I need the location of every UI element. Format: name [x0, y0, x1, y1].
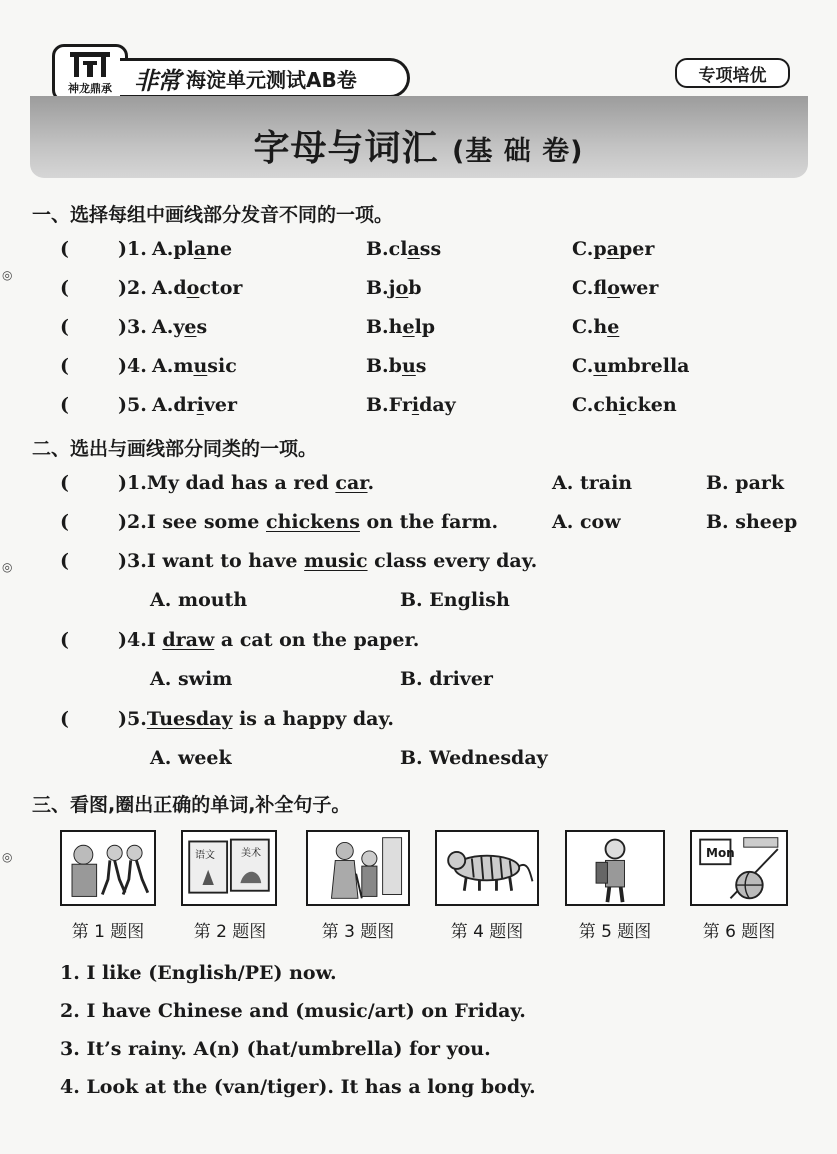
category-tag: 专项培优	[675, 58, 790, 88]
option-a: A.plane	[152, 238, 233, 260]
logo-text: 神龙鼎承	[68, 82, 112, 95]
option-b: B. sheep	[706, 511, 798, 533]
option-b: B.help	[366, 316, 436, 338]
question-number: )2.	[118, 277, 147, 299]
picture-3	[306, 830, 410, 906]
picture-caption: 第 4 题图	[450, 922, 524, 942]
option-a: A. cow	[552, 511, 621, 533]
page-title	[0, 120, 837, 171]
title-subtitle: (基 础 卷)	[452, 136, 584, 167]
answer-paren[interactable]: (	[60, 238, 69, 260]
option-a: A.music	[152, 355, 237, 377]
option-a: A.driver	[152, 394, 238, 416]
answer-paren[interactable]: (	[60, 550, 69, 572]
picture-2	[181, 830, 277, 906]
option-b: B. Wednesday	[400, 747, 548, 769]
fill-sentence: 3. It’s rainy. A(n) (hat/umbrella) for you.	[60, 1038, 491, 1060]
picture-6	[690, 830, 788, 906]
section-1-heading: 一、选择每组中画线部分发音不同的一项。	[32, 204, 394, 226]
margin-mark: ◎	[2, 850, 13, 864]
picture-caption: 第 3 题图	[321, 922, 395, 942]
option-a: A. mouth	[150, 589, 248, 611]
option-c: C.paper	[572, 238, 655, 260]
pe-class-illustration-icon	[62, 832, 154, 904]
book-label-art: 美术	[241, 848, 261, 859]
answer-paren[interactable]: (	[60, 511, 69, 533]
option-a: A.yes	[152, 316, 208, 338]
section-2-heading: 二、选出与画线部分同类的一项。	[32, 438, 318, 460]
picture-4	[435, 830, 539, 906]
option-a: A. swim	[150, 668, 233, 690]
option-c: C.chicken	[572, 394, 677, 416]
option-b: B.bus	[366, 355, 427, 377]
publisher-logo	[52, 44, 128, 102]
option-a: A.doctor	[152, 277, 243, 299]
picture-caption: 第 2 题图	[193, 922, 267, 942]
calendar-label: Mon	[706, 846, 735, 860]
answer-paren[interactable]: (	[60, 472, 69, 494]
series-title: 海淀单元测试AB卷	[186, 67, 357, 92]
question-stem: )2.I see some chickens on the farm.	[118, 511, 499, 533]
option-b: B. driver	[400, 668, 493, 690]
answer-paren[interactable]: (	[60, 629, 69, 651]
section-3-heading: 三、看图,圈出正确的单词,补全句子。	[32, 794, 351, 816]
brand-script: 非常	[134, 66, 180, 95]
answer-paren[interactable]: (	[60, 394, 69, 416]
option-b: B.class	[366, 238, 442, 260]
question-number: )4.	[118, 355, 147, 377]
option-c: C.flower	[572, 277, 659, 299]
umbrella-scene-illustration-icon	[308, 832, 408, 904]
picture-caption: 第 5 题图	[578, 922, 652, 942]
question-number: )5.	[118, 394, 147, 416]
answer-paren[interactable]: (	[60, 355, 69, 377]
question-stem: )5.Tuesday is a happy day.	[118, 708, 394, 730]
fill-sentence: 2. I have Chinese and (music/art) on Friday.	[60, 1000, 526, 1022]
option-a: A. week	[150, 747, 232, 769]
margin-mark: ◎	[2, 560, 13, 574]
fill-sentence: 4. Look at the (van/tiger). It has a long body.	[60, 1076, 536, 1098]
picture-1	[60, 830, 156, 906]
tiger-illustration-icon	[437, 832, 537, 904]
option-b: B.Friday	[366, 394, 456, 416]
fill-sentence: 1. I like (English/PE) now.	[60, 962, 337, 984]
question-stem: )1.My dad has a red car.	[118, 472, 375, 494]
question-number: )1.	[118, 238, 147, 260]
question-stem: )4.I draw a cat on the paper.	[118, 629, 420, 651]
series-banner	[120, 58, 410, 98]
gate-logo-icon	[68, 50, 112, 80]
option-c: C.umbrella	[572, 355, 690, 377]
option-a: A. train	[552, 472, 633, 494]
option-b: B.job	[366, 277, 422, 299]
answer-paren[interactable]: (	[60, 708, 69, 730]
question-number: )3.	[118, 316, 147, 338]
question-stem: )3.I want to have music class every day.	[118, 550, 538, 572]
answer-paren[interactable]: (	[60, 277, 69, 299]
option-b: B. English	[400, 589, 510, 611]
option-c: C.he	[572, 316, 620, 338]
picture-5	[565, 830, 665, 906]
book-label-chinese: 语文	[195, 850, 215, 861]
picture-caption: 第 1 题图	[71, 922, 145, 942]
title-text: 字母与词汇	[253, 128, 439, 169]
picture-caption: 第 6 题图	[702, 922, 776, 942]
calendar-basketball-illustration-icon	[692, 832, 786, 904]
books-illustration-icon	[183, 832, 275, 904]
margin-mark: ◎	[2, 268, 13, 282]
boy-with-backpack-illustration-icon	[567, 832, 663, 904]
answer-paren[interactable]: (	[60, 316, 69, 338]
option-b: B. park	[706, 472, 785, 494]
